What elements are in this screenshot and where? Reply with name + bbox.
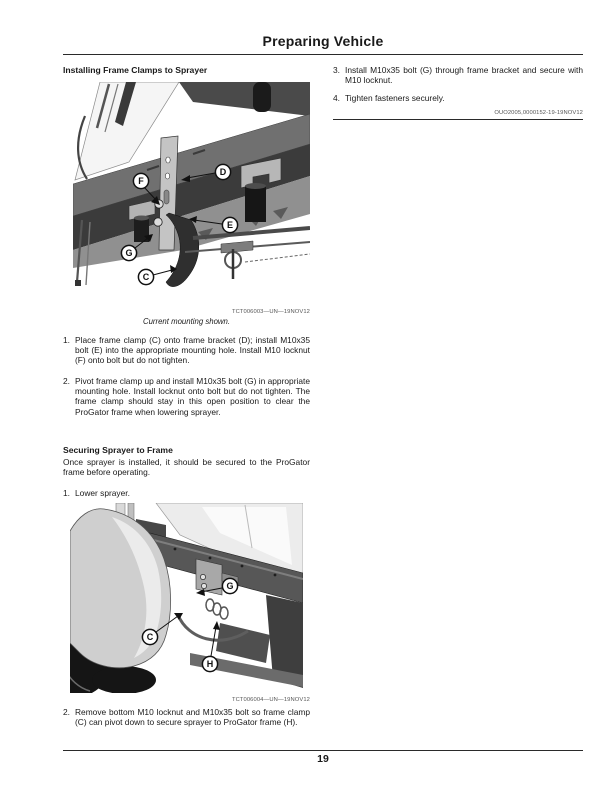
step-text: Tighten fasteners securely. — [345, 93, 445, 103]
svg-text:H: H — [206, 659, 214, 670]
svg-text:F: F — [138, 176, 144, 187]
figure-securing-sprayer-illustration — [70, 503, 303, 693]
page-title: Preparing Vehicle — [262, 33, 384, 49]
figure1-caption-code: TCT006003—UN—19NOV12 — [231, 309, 310, 315]
step-number: 4. — [333, 93, 340, 103]
svg-text:C: C — [146, 632, 154, 643]
section-heading-installing: Installing Frame Clamps to Sprayer — [63, 65, 208, 75]
reference-rule — [333, 119, 583, 120]
frame-clamps-drawing — [73, 82, 310, 290]
page-number: 19 — [317, 753, 329, 765]
figure2-caption-code: TCT006004—UN—19NOV12 — [231, 697, 310, 703]
step-number: 1. — [63, 335, 70, 345]
reference-code: OUO2005,0000152-19-19NOV12 — [494, 110, 583, 116]
section-heading-securing: Securing Sprayer to Frame — [63, 445, 173, 455]
svg-text:E: E — [226, 220, 234, 231]
svg-text:D: D — [219, 167, 227, 178]
step-text: Remove bottom M10 locknut and M10x35 bolt so frame clamp (C) can pivot down to secure sprayer to ProGator frame (H). — [75, 707, 310, 728]
step-text: Install M10x35 bolt (G) through frame bracket and secure with M10 locknut. — [345, 65, 583, 86]
step-text: Lower sprayer. — [75, 488, 130, 498]
step-number: 2. — [63, 376, 70, 386]
securing-sprayer-drawing — [70, 503, 303, 693]
step-item-lower-sprayer — [63, 488, 310, 498]
step-number: 3. — [333, 65, 340, 75]
securing-intro-paragraph: Once sprayer is installed, it should be secured to the ProGator frame before operating. — [63, 457, 310, 478]
step-item-4 — [333, 93, 583, 103]
svg-text:G: G — [226, 581, 234, 592]
svg-text:G: G — [125, 248, 133, 259]
svg-text:C: C — [142, 272, 150, 283]
figure-frame-clamps-illustration — [73, 82, 310, 290]
footer-rule — [63, 750, 583, 751]
step-item-3 — [333, 65, 583, 85]
step-item-2 — [63, 376, 310, 417]
step-item-remove-locknut — [63, 707, 310, 727]
step-number: 2. — [63, 707, 70, 717]
step-text: Place frame clamp (C) onto frame bracket (D); install M10x35 bolt (E) into the appropriate mounting hole. Install M10 locknut (F) onto bolt but do not tighten. — [75, 335, 310, 366]
step-text: Pivot frame clamp up and install M10x35 bolt (G) in appropriate mounting hole. Install locknut onto bolt but do not tighten. The frame clamp should stay in this open position to clear the ProGator frame when lowering sprayer. — [75, 376, 310, 417]
figure1-caption-note: Current mounting shown. — [142, 317, 231, 326]
step-item-1 — [63, 335, 310, 366]
step-number: 1. — [63, 488, 70, 498]
header-rule — [63, 54, 583, 55]
